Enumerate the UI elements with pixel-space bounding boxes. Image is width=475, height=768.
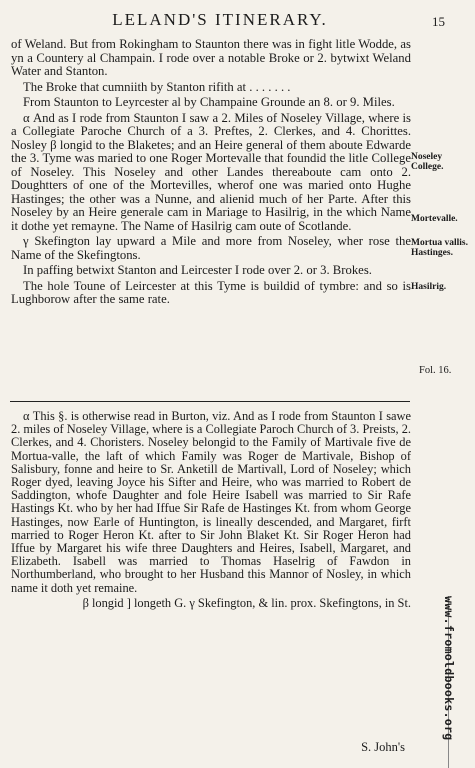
paragraph: In paffing betwixt Stanton and Leircester I rode over 2. or 3. Brokes. — [23, 263, 372, 277]
main-text — [11, 38, 411, 309]
footnote-paragraph: α This §. is otherwise read in Burton, viz. And as I rode from Staunton I sawe 2. miles of Noseley Village, where is a Collegiate Paroch Church of 3. Preists, 2. Clerkes, and 4. Choristers. Noseley belongid to the Family of Martivale five de Mortua-valle, the laft of which Family was Roger de Martivale, Bishop of Salisbury, fonne and heire to Sr. Anketill de Martivall, Lord of Noseley; which Roger dyed, leaving Joyce his Sifter and Heire, who was married to Robert de Saddington, whofe Daughter and fole Heire Isabell was married to Sir Rafe Hastings Kt. who by her had Iffue Sir Rafe de Hastinges Kt. from whom George Hastinges, now Earle of Huntington, is lineally descended, and Margaret, firft married to Roger Heron Kt. after to Sir John Blaket Kt. Sir Roger Heron had Iffue by Margaret his wife three Daughters and Heires, Isabell, Margaret, and Elizabeth. Isabell was married to Thomas Haselrig of Fawdon in Northumberland, who brought to her Husband this Mannor of Nosley, in which name it doth yet remaine. — [11, 409, 411, 595]
margin-note: Fol. 16. — [419, 365, 452, 376]
paragraph: From Staunton to Leyrcester al by Champaine Grounde an 8. or 9. Miles. — [23, 95, 395, 109]
paragraph: of Weland. But from Rokingham to Staunton there was in fight litle Wodde, as yn a Countery al Champain. I rode over a notable Broke or 2. bytwixt Weland Water and Stanton. — [11, 37, 411, 78]
catchword: S. John's — [361, 740, 405, 754]
footnote-divider — [10, 401, 410, 402]
page-header — [0, 10, 475, 38]
margin-note: Mortevalle. — [411, 214, 458, 224]
paragraph: α And as I rode from Staunton I saw a 2. Miles of Noseley Village, where is a Collegiate Paroche Church of a 3. Preftes, 2. Clerkes, and 4. Chorittes. Nosley β longid to the Blaketes; and an Heire general of them aboute Edwarde the 3. Tyme was maried to one Roger Mortevalle that foundid the litle College of Noseley. This Noseley and other Landes thereaboute cam onto 2. Doughtters of one of the Mortevilles, wherof one was maried onto Hughe Hastinges; the other was a Nunne, and alienid much of her Parte. After this Noseley by an Heire generale cam in Mariage to Hasilrig, in the which Name it dothe yet remayne. The Name of Hasilrig cam oute of Scotlande. — [11, 110, 411, 233]
margin-note: Noseley College. — [411, 152, 444, 172]
footnote-paragraph: β longid ] longeth G. γ Skefington, & lin. prox. Skefingtons, in St. — [82, 595, 411, 610]
footnote — [11, 410, 411, 612]
page-number: 15 — [432, 14, 445, 29]
paragraph: γ Skefington lay upward a Mile and more from Noseley, wher rose the Name of the Skefingtons. — [11, 234, 411, 262]
margin-note: Mortua vallis. Hastinges. — [411, 238, 468, 258]
paragraph: The hole Toune of Leircester at this Tyme is buildid of tymbre: and so is Lughborow after the same rate. — [11, 278, 411, 306]
watermark: www.fromoldbooks.org — [442, 596, 456, 741]
running-title: LELAND'S ITINERARY. — [112, 10, 328, 29]
paragraph: The Broke that cumniith by Stanton rifith at . . . . . . . — [23, 79, 291, 94]
margin-note: Hasilrig. — [411, 282, 447, 292]
